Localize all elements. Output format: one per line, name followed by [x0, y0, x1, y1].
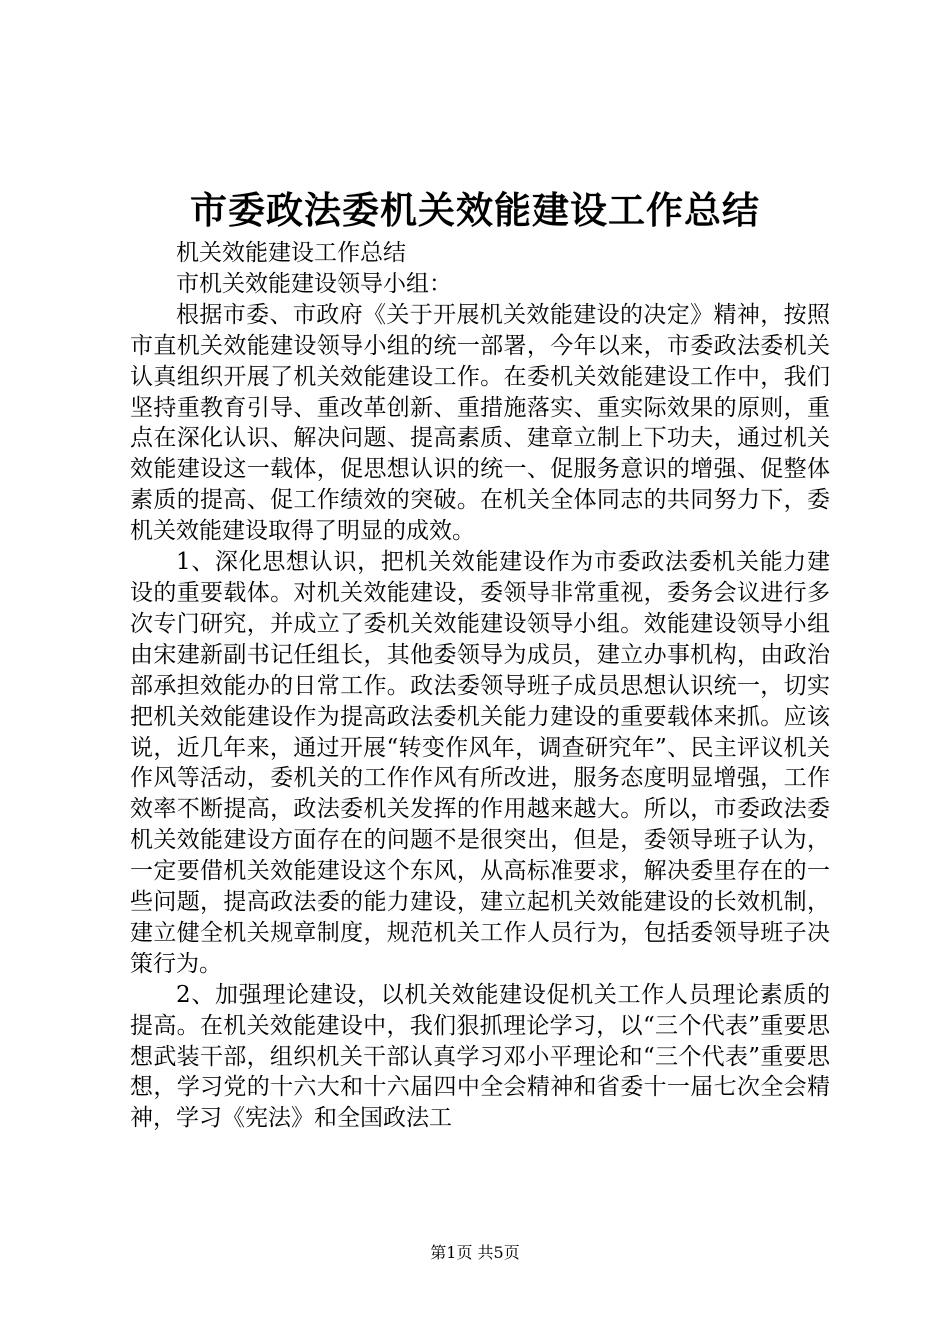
paragraph-section-2: 2、加强理论建设，以机关效能建设促机关工作人员理论素质的提高。在机关效能建设中，我们狠抓理论学习，以“三个代表”重要思想武装干部，组织机关干部认真学习邓小平理论和“三个代表”重要思想，学习党的十六大和十六届四中全会精神和省委十一届七次全会精神，学习《宪法》和全国政法工 — [130, 981, 830, 1132]
document-title: 市委政法委机关效能建设工作总结 — [190, 188, 760, 232]
paragraph-subtitle: 机关效能建设工作总结 — [176, 240, 406, 266]
paragraph-section-1: 1、深化思想认识，把机关效能建设作为市委政法委机关能力建设的重要载体。对机关效能建设，委领导非常重视，委务会议进行多次专门研究，并成立了委机关效能建设领导小组。效能建设领导小组由宋建新副书记任组长，其他委领导为成员，建立办事机构，由政治部承担效能办的日常工作。政法委领导班子成员思想认识统一，切实把机关效能建设作为提高政法委机关能力建设的重要载体来抓。应该说，近几年来，通过开展“转变作风年，调查研究年”、民主评议机关作风等活动，委机关的工作作风有所改进，服务态度明显增强，工作效率不断提高，政法委机关发挥的作用越来越大。所以，市委政法委机关效能建设方面存在的问题不是很突出，但是，委领导班子认为，一定要借机关效能建设这个东风，从高标准要求，解决委里存在的一些问题，提高政法委的能力建设，建立起机关效能建设的长效机制，建立健全机关规章制度，规范机关工作人员行为，包括委领导班子决策行为。 — [130, 549, 830, 977]
paragraph-intro: 根据市委、市政府《关于开展机关效能建设的决定》精神，按照市直机关效能建设领导小组的统一部署，今年以来，市委政法委机关认真组织开展了机关效能建设工作。在委机关效能建设工作中，我们坚持重教育引导、重改革创新、重措施落实、重实际效果的原则，重点在深化认识、解决问题、提高素质、建章立制上下功夫，通过机关效能建设这一载体，促思想认识的统一、促服务意识的增强、促整体素质的提高、促工作绩效的突破。在机关全体同志的共同努力下，委机关效能建设取得了明显的成效。 — [130, 301, 830, 545]
document-body — [130, 238, 830, 1134]
page-footer: 第1页 共5页 — [430, 1243, 520, 1262]
paragraph-salutation: 市机关效能建设领导小组： — [176, 270, 452, 297]
